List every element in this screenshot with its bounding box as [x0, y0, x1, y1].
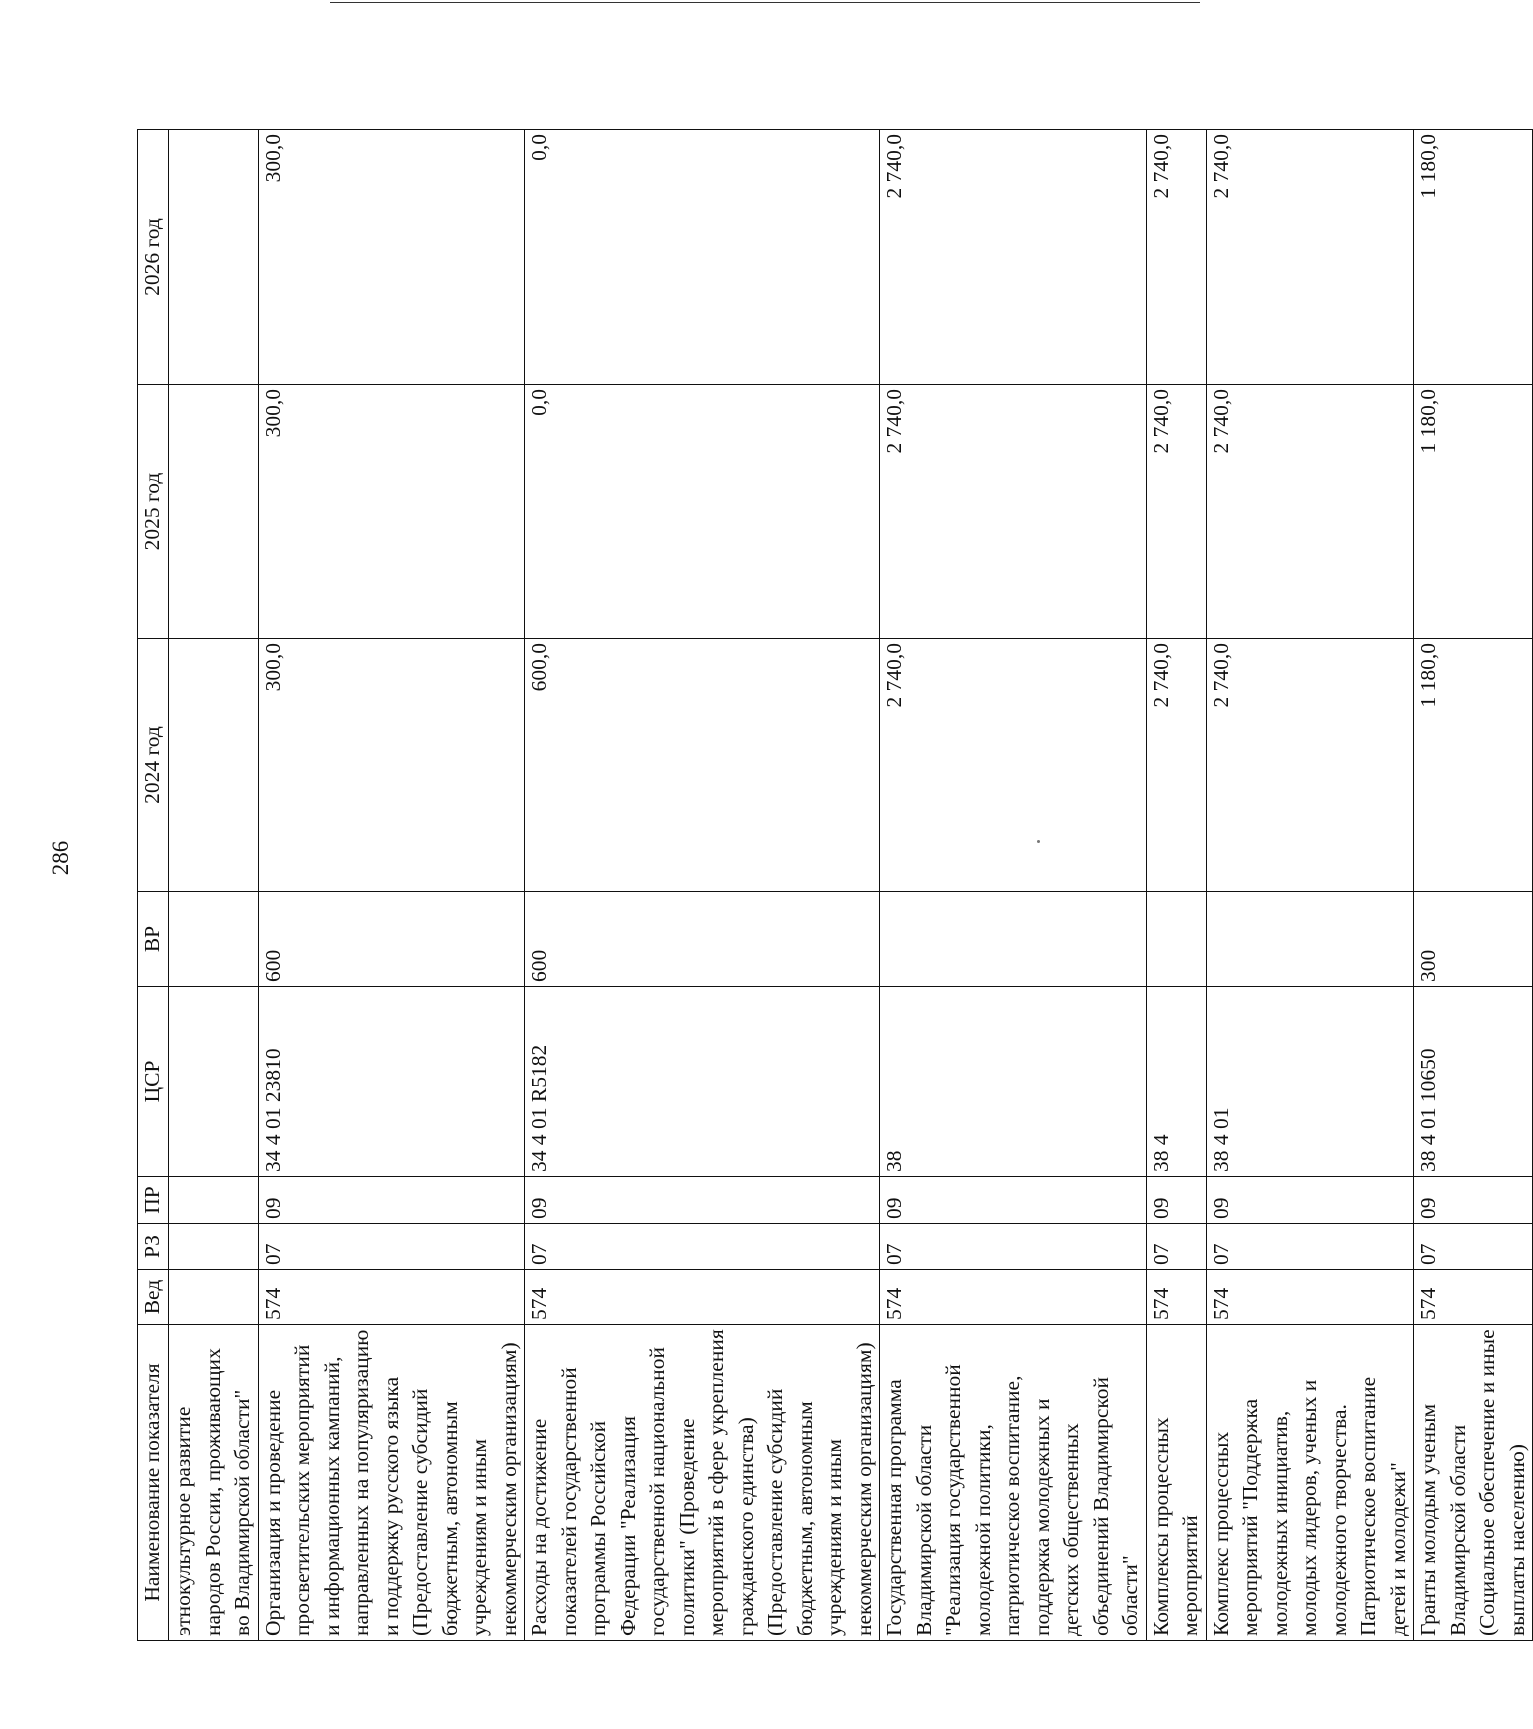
row-ved: 574 [1414, 1270, 1533, 1325]
row-2024: 2 740,0 [880, 639, 1147, 892]
header-2026: 2026 год [138, 130, 169, 385]
row-vr [169, 892, 259, 987]
scan-speck [1037, 840, 1040, 843]
row-2024: 300,0 [258, 639, 525, 892]
header-pr: ПР [138, 1177, 169, 1224]
row-pr: 09 [525, 1177, 880, 1224]
row-pr: 09 [880, 1177, 1147, 1224]
row-pr: 09 [1414, 1177, 1533, 1224]
table-row [1206, 130, 1414, 1641]
row-csr: 38 4 01 [1206, 987, 1414, 1177]
row-vr [1206, 892, 1414, 987]
table-row [169, 130, 259, 1641]
row-pr: 09 [258, 1177, 525, 1224]
row-2026: 2 740,0 [1206, 130, 1414, 385]
row-2024: 2 740,0 [1206, 639, 1414, 892]
row-ved: 574 [525, 1270, 880, 1325]
table-header-row [138, 130, 169, 1641]
row-name: Комплекс процессных мероприятий "Поддержка молодежных инициатив, молодых лидеров, ученых и молодежного творчества. Патриотическое воспитание детей и молодежи" [1206, 1325, 1414, 1641]
row-rz: 07 [525, 1224, 880, 1270]
row-2025: 1 180,0 [1414, 385, 1533, 639]
row-ved: 574 [1206, 1270, 1414, 1325]
row-rz: 07 [1146, 1224, 1206, 1270]
table-row [258, 130, 525, 1641]
header-name: Наименование показателя [138, 1325, 169, 1641]
row-2026: 300,0 [258, 130, 525, 385]
row-vr: 600 [258, 892, 525, 987]
row-csr: 38 4 01 10650 [1414, 987, 1533, 1177]
row-rz: 07 [1206, 1224, 1414, 1270]
header-rz: РЗ [138, 1224, 169, 1270]
row-vr [1146, 892, 1206, 987]
table-row [1146, 130, 1206, 1641]
row-2025: 2 740,0 [1146, 385, 1206, 639]
page-number: 286 [48, 840, 73, 876]
table-row [880, 130, 1147, 1641]
row-ved: 574 [258, 1270, 525, 1325]
row-2024: 2 740,0 [1146, 639, 1206, 892]
row-vr [880, 892, 1147, 987]
row-name: Гранты молодым ученым Владимирской области (Социальное обеспечение и иные выплаты населению) [1414, 1325, 1533, 1641]
row-name: Государственная программа Владимирской области "Реализация государственной молодежной политики, патриотическое воспитание, поддержка молодежных и детских общественных объединений Владимирской области" [880, 1325, 1147, 1641]
row-2025: 300,0 [258, 385, 525, 639]
row-2024: 1 180,0 [1414, 639, 1533, 892]
header-vr: ВР [138, 892, 169, 987]
row-csr: 34 4 01 R5182 [525, 987, 880, 1177]
row-name: Расходы на достижение показателей государственной программы Российской Федерации "Реализация государственной национальной политики" (Проведение мероприятий в сфере укрепления гражданского единства) (Предоставление субсидий бюджетным, автономным учреждениям и иным некоммерческим организациям) [525, 1325, 880, 1641]
row-ved: 574 [1146, 1270, 1206, 1325]
row-csr: 34 4 01 23810 [258, 987, 525, 1177]
row-2026: 1 180,0 [1414, 130, 1533, 385]
header-ved: Вед [138, 1270, 169, 1325]
row-2025: 2 740,0 [1206, 385, 1414, 639]
row-2026: 2 740,0 [880, 130, 1147, 385]
row-vr: 600 [525, 892, 880, 987]
row-name: Организация и проведение просветительских мероприятий и информационных кампаний, направленных на популяризацию и поддержку русского языка (Предоставление субсидий бюджетным, автономным учреждениям и иным некоммерческим организациям) [258, 1325, 525, 1641]
row-2024: 600,0 [525, 639, 880, 892]
header-csr: ЦСР [138, 987, 169, 1177]
row-csr: 38 [880, 987, 1147, 1177]
row-2025: 2 740,0 [880, 385, 1147, 639]
row-rz: 07 [258, 1224, 525, 1270]
row-2026: 2 740,0 [1146, 130, 1206, 385]
budget-table [137, 129, 1533, 1641]
rotated-table-container [137, 130, 1529, 1641]
row-pr: 09 [1146, 1177, 1206, 1224]
row-csr: 38 4 [1146, 987, 1206, 1177]
row-pr [169, 1177, 259, 1224]
row-2026: 0,0 [525, 130, 880, 385]
row-ved: 574 [880, 1270, 1147, 1325]
row-vr: 300 [1414, 892, 1533, 987]
row-2025 [169, 385, 259, 639]
table-row [525, 130, 880, 1641]
row-2026 [169, 130, 259, 385]
row-2024 [169, 639, 259, 892]
header-2024: 2024 год [138, 639, 169, 892]
row-2025: 0,0 [525, 385, 880, 639]
table-row [1414, 130, 1533, 1641]
row-ved [169, 1270, 259, 1325]
row-pr: 09 [1206, 1177, 1414, 1224]
row-rz [169, 1224, 259, 1270]
row-rz: 07 [1414, 1224, 1533, 1270]
row-name: этнокультурное развитие народов России, проживающих во Владимирской области" [169, 1325, 259, 1641]
row-rz: 07 [880, 1224, 1147, 1270]
row-name: Комплексы процессных мероприятий [1146, 1325, 1206, 1641]
top-rule [330, 2, 1200, 3]
row-csr [169, 987, 259, 1177]
header-2025: 2025 год [138, 385, 169, 639]
